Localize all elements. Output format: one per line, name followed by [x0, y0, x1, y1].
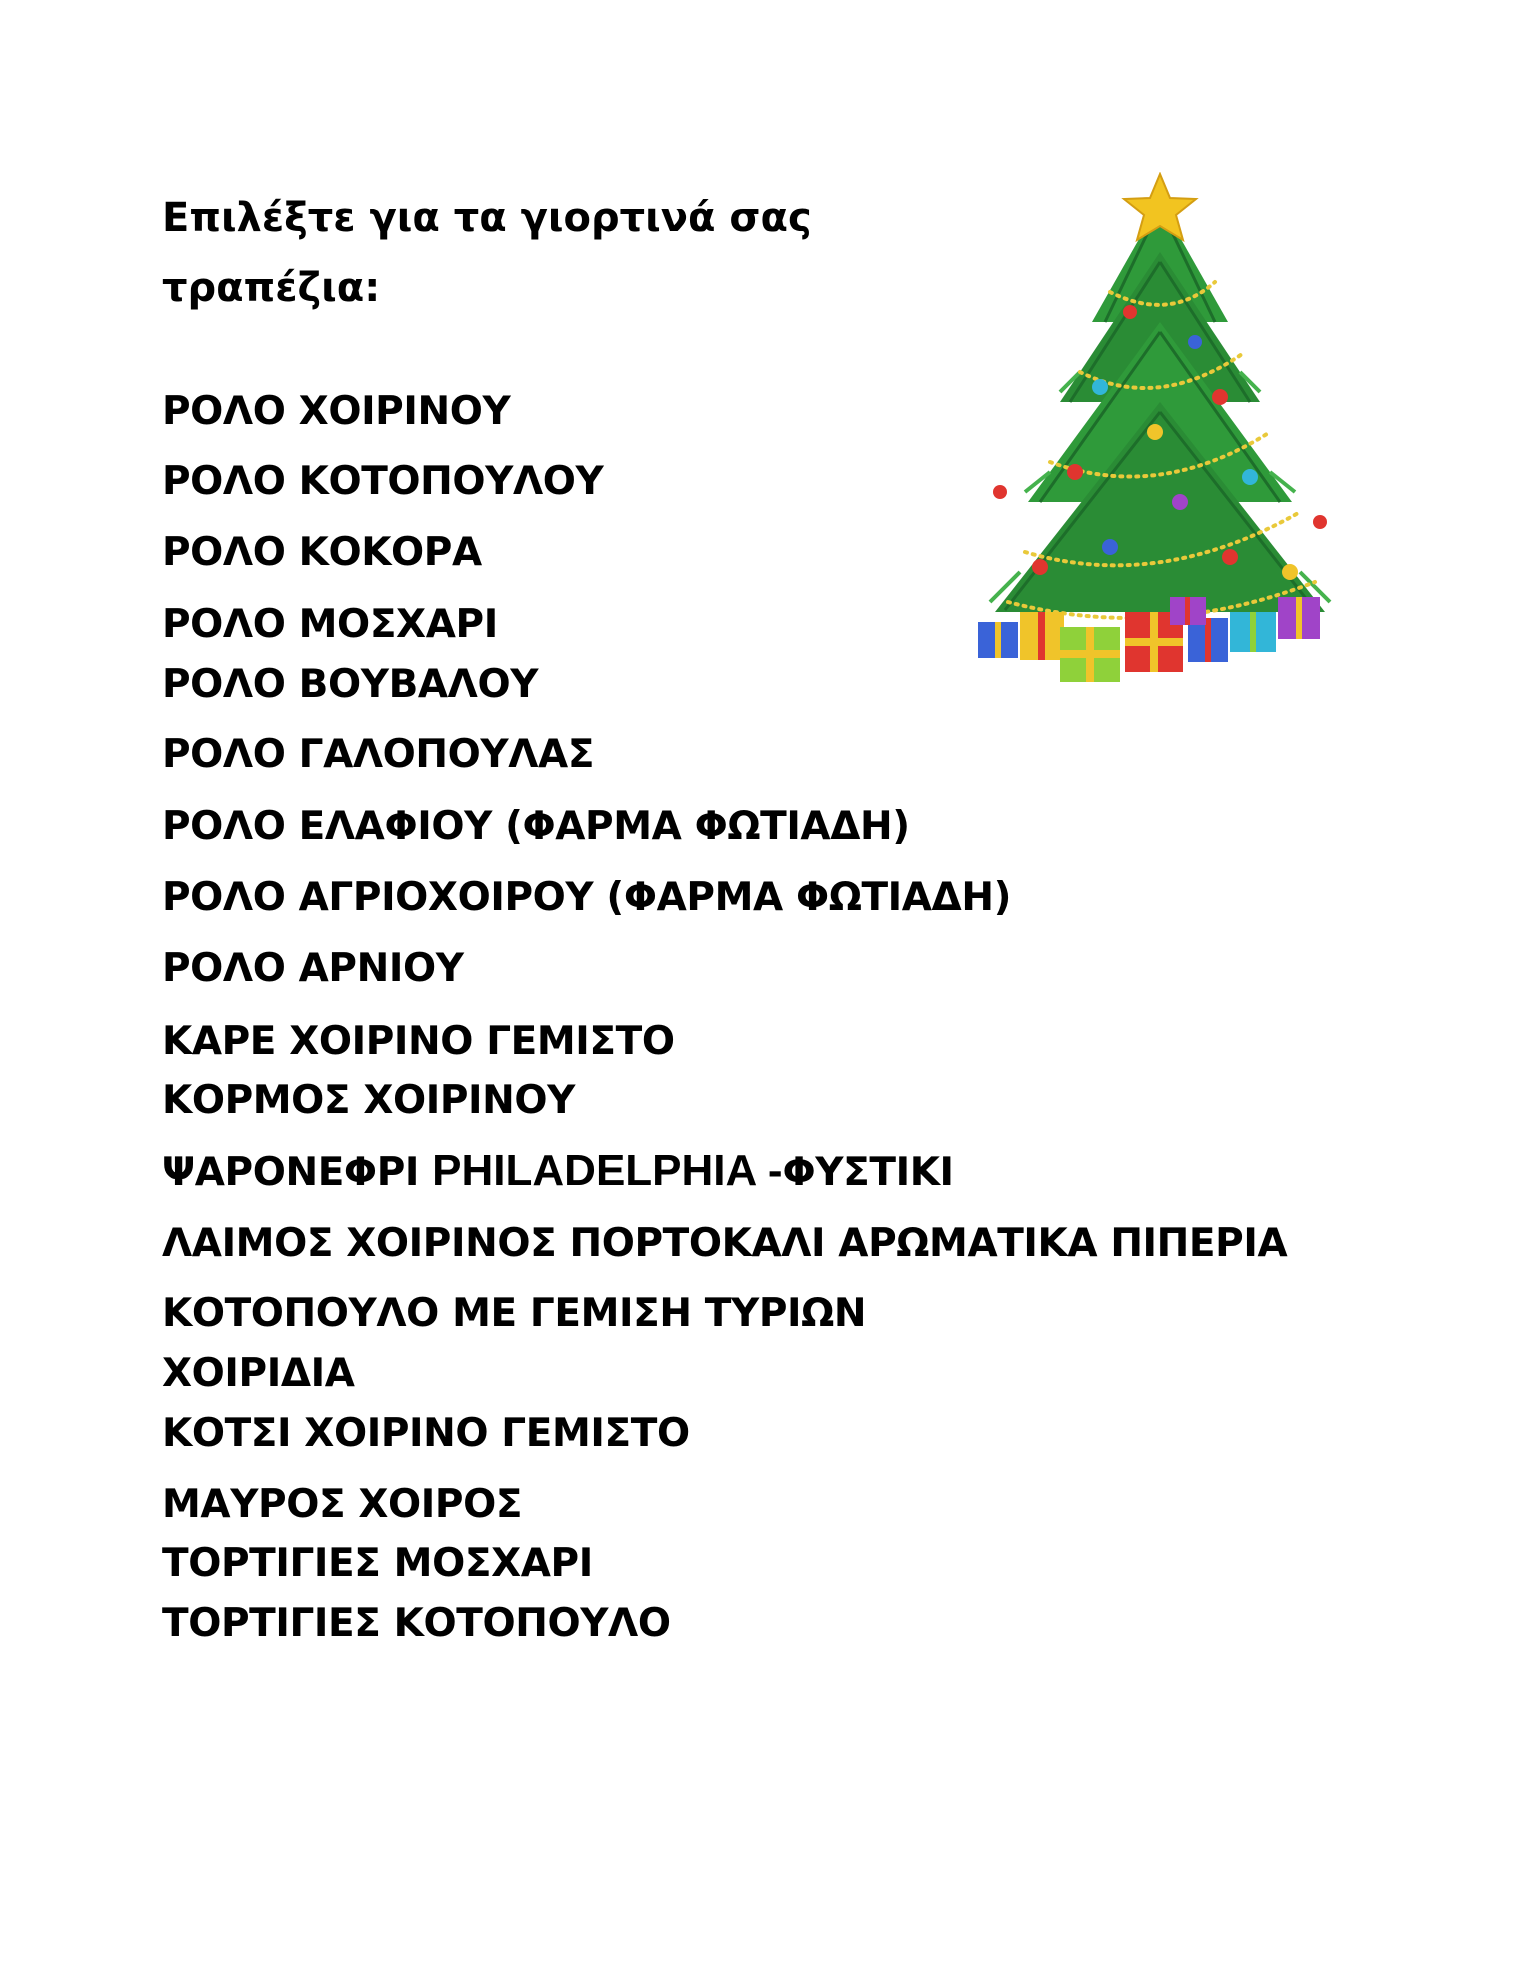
menu-item: ΡΟΛΟ ΜΟΣΧΑΡΙ	[162, 602, 498, 647]
menu-item: ΡΟΛΟ ΚΟΤΟΠΟΥΛΟΥ	[162, 459, 604, 504]
menu-item: ΤΟΡΤΙΓΙΕΣ ΜΟΣΧΑΡΙ	[162, 1541, 593, 1586]
menu-item: ΚΟΤΟΠΟΥΛΟ ΜΕ ΓΕΜΙΣΗ ΤΥΡΙΩΝ	[162, 1291, 867, 1336]
menu-item	[162, 1147, 954, 1197]
heading-line-2: τραπέζια:	[162, 265, 381, 311]
menu-item-part: ΦΥΣΤΙΚΙ	[782, 1150, 954, 1195]
menu-item: ΚΑΡΕ ΧΟΙΡΙΝΟ ΓΕΜΙΣΤΟ	[162, 1019, 675, 1064]
menu-item: ΛΑΙΜΟΣ ΧΟΙΡΙΝΟΣ ΠΟΡΤΟΚΑΛΙ ΑΡΩΜΑΤΙΚΑ ΠΙΠΕΡΙΑ	[162, 1221, 1288, 1266]
heading-line-1: Επιλέξτε για τα γιορτινά σας	[162, 195, 812, 241]
menu-item: ΧΟΙΡΙΔΙΑ	[162, 1351, 355, 1396]
menu-item: ΡΟΛΟ ΕΛΑΦΙΟΥ (ΦΑΡΜΑ ΦΩΤΙΑΔΗ)	[162, 804, 910, 849]
menu-item: ΤΟΡΤΙΓΙΕΣ ΚΟΤΟΠΟΥΛΟ	[162, 1601, 671, 1646]
menu-item: ΡΟΛΟ ΓΑΛΟΠΟΥΛΑΣ	[162, 732, 595, 777]
menu-item-part: PHILADELPHIA -	[432, 1146, 783, 1195]
tree-body	[990, 202, 1330, 612]
menu-item: ΡΟΛΟ ΑΡΝΙΟΥ	[162, 946, 464, 991]
menu-item: ΡΟΛΟ ΧΟΙΡΙΝΟΥ	[162, 389, 511, 434]
menu-item: ΚΟΡΜΟΣ ΧΟΙΡΙΝΟΥ	[162, 1078, 576, 1123]
menu-item: ΡΟΛΟ ΑΓΡΙΟΧΟΙΡΟΥ (ΦΑΡΜΑ ΦΩΤΙΑΔΗ)	[162, 875, 1011, 920]
menu-item: ΜΑΥΡΟΣ ΧΟΙΡΟΣ	[162, 1482, 523, 1527]
menu-item: ΡΟΛΟ ΚΟΚΟΡΑ	[162, 530, 482, 575]
menu-item: ΡΟΛΟ ΒΟΥΒΑΛΟΥ	[162, 662, 539, 707]
menu-item-part: ΨΑΡΟΝΕΦΡΙ	[162, 1150, 433, 1195]
menu-item: ΚΟΤΣΙ ΧΟΙΡΙΝΟ ΓΕΜΙΣΤΟ	[162, 1411, 690, 1456]
page-heading	[162, 183, 882, 323]
christmas-tree-icon	[960, 172, 1360, 702]
